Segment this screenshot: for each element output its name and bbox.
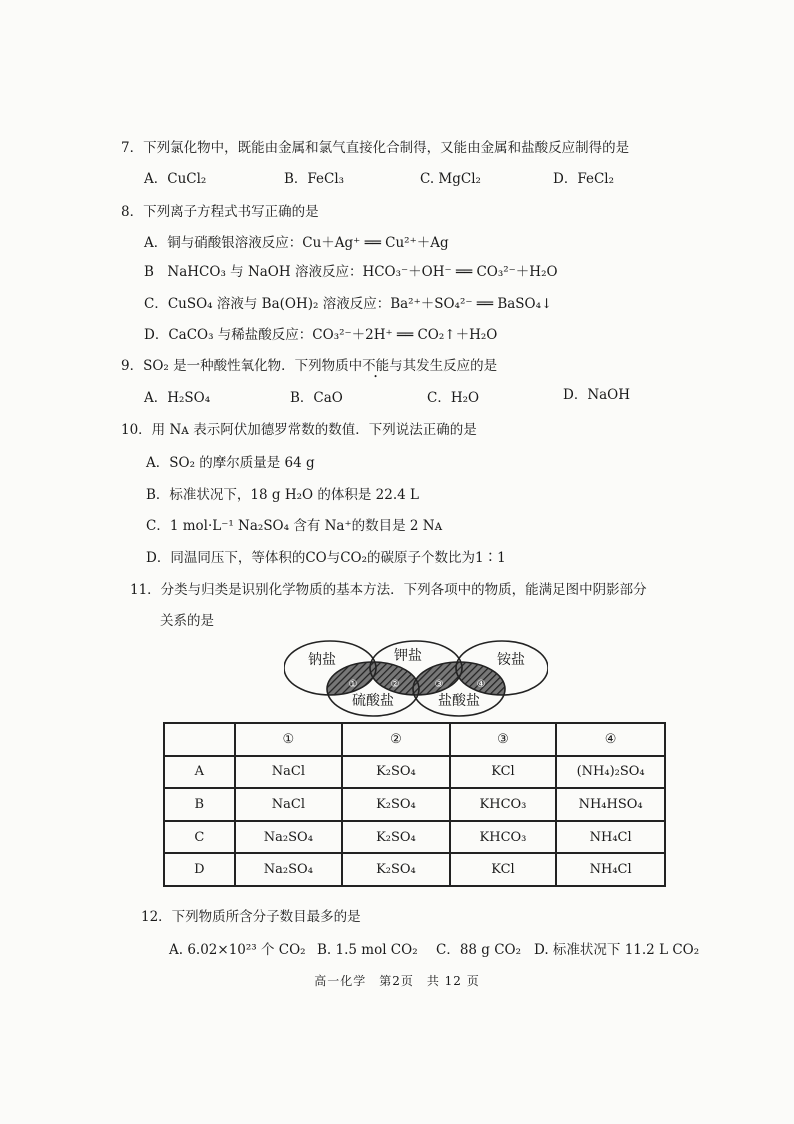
region-mark-2: ② (390, 679, 400, 690)
q12-option-b: B. 1.5 mol CO₂ (317, 942, 418, 958)
q7-stem: 7．下列氯化物中，既能由金属和氯气直接化合制得，又能由金属和盐酸反应制得的是 (121, 140, 630, 156)
q9-option-b: B．CaO (290, 390, 343, 406)
table-cell: K₂SO₄ (342, 821, 450, 854)
table-cell: KHCO₃ (450, 821, 557, 854)
table-cell: A (164, 756, 235, 789)
q9-stem-after: 与其发生反应的是 (389, 358, 498, 374)
venn-label-potassium: 钾盐 (394, 648, 422, 664)
q10-option-d: D．同温同压下，等体积的CO与CO₂的碳原子个数比为1∶1 (146, 550, 506, 566)
venn-label-chloride: 盐酸盐 (438, 693, 480, 709)
table-cell: KCl (450, 756, 557, 789)
table-cell: NH₄Cl (556, 821, 665, 854)
table-cell: K₂SO₄ (342, 853, 450, 886)
table-cell: NaCl (235, 788, 343, 821)
q9-option-c: C．H₂O (427, 390, 480, 406)
q9-stem (121, 357, 497, 375)
q8-stem: 8．下列离子方程式书写正确的是 (121, 204, 319, 220)
table-cell: NH₄Cl (556, 853, 665, 886)
q12-option-a: A. 6.02×10²³ 个 CO₂ (169, 942, 306, 958)
venn-label-sodium: 钠盐 (308, 652, 336, 668)
q10-option-a: A．SO₂ 的摩尔质量是 64 g (146, 455, 315, 471)
q9-stem-before: 9．SO₂ 是一种酸性氧化物．下列物质中 (121, 358, 363, 374)
table-row (164, 788, 665, 821)
q11-stem-line2: 关系的是 (160, 613, 214, 629)
table-cell: Na₂SO₄ (235, 821, 343, 854)
table-cell: K₂SO₄ (342, 756, 450, 789)
q9-stem-emphasis: 不能 (362, 358, 390, 374)
table-cell: KHCO₃ (450, 788, 557, 821)
table-cell: K₂SO₄ (342, 788, 450, 821)
q10-stem: 10．用 Nᴀ 表示阿伏加德罗常数的数值．下列说法正确的是 (121, 422, 477, 438)
table-cell: Na₂SO₄ (235, 853, 343, 886)
table-header-cell (164, 723, 235, 756)
table-row (164, 756, 665, 789)
table-cell: B (164, 788, 235, 821)
table-header-cell: ④ (556, 723, 665, 756)
table-header-cell: ② (342, 723, 450, 756)
table-header-row (164, 723, 665, 756)
venn-label-ammonium: 铵盐 (497, 652, 525, 668)
q12-option-c: C．88 g CO₂ (436, 942, 522, 958)
q10-option-b: B．标准状况下，18 g H₂O 的体积是 22.4 L (146, 487, 419, 503)
q9-option-a: A．H₂SO₄ (144, 390, 211, 406)
region-mark-4: ④ (476, 679, 486, 690)
q7-option-a: A．CuCl₂ (144, 171, 207, 187)
q12-option-d: D. 标准状况下 11.2 L CO₂ (534, 942, 700, 958)
q8-option-a: A．铜与硝酸银溶液反应：Cu＋Ag⁺ ══ Cu²⁺＋Ag (144, 235, 449, 251)
region-mark-1: ① (348, 679, 358, 690)
table-cell: (NH₄)₂SO₄ (556, 756, 665, 789)
table-row (164, 853, 665, 886)
q8-option-c: C．CuSO₄ 溶液与 Ba(OH)₂ 溶液反应：Ba²⁺＋SO₄²⁻ ══ BaSO₄↓ (144, 296, 553, 312)
q8-option-d: D．CaCO₃ 与稀盐酸反应：CO₃²⁻＋2H⁺ ══ CO₂↑＋H₂O (144, 327, 498, 343)
table-cell: D (164, 853, 235, 886)
region-mark-3: ③ (434, 679, 444, 690)
venn-label-sulfate: 硫酸盐 (352, 693, 394, 709)
q10-option-c: C．1 mol·L⁻¹ Na₂SO₄ 含有 Na⁺的数目是 2 Nᴀ (146, 518, 443, 534)
table-cell: NH₄HSO₄ (556, 788, 665, 821)
table-row (164, 821, 665, 854)
q7-option-b: B．FeCl₃ (284, 171, 345, 187)
answer-table (163, 722, 666, 887)
table-cell: KCl (450, 853, 557, 886)
q12-stem: 12．下列物质所含分子数目最多的是 (141, 909, 361, 925)
q9-option-d: D．NaOH (563, 387, 631, 403)
q7-option-d: D．FeCl₂ (553, 171, 615, 187)
table-header-cell: ③ (450, 723, 557, 756)
venn-diagram (284, 638, 548, 718)
q7-option-c: C. MgCl₂ (420, 171, 481, 187)
table-header-cell: ① (235, 723, 343, 756)
q8-option-b: B NaHCO₃ 与 NaOH 溶液反应：HCO₃⁻＋OH⁻ ══ CO₃²⁻＋H₂O (144, 264, 558, 280)
table-cell: NaCl (235, 756, 343, 789)
page-footer: 高一化学 第2页 共 12 页 (314, 974, 480, 988)
q11-stem-line1: 11．分类与归类是识别化学物质的基本方法．下列各项中的物质，能满足图中阴影部分 (130, 582, 647, 598)
table-cell: C (164, 821, 235, 854)
